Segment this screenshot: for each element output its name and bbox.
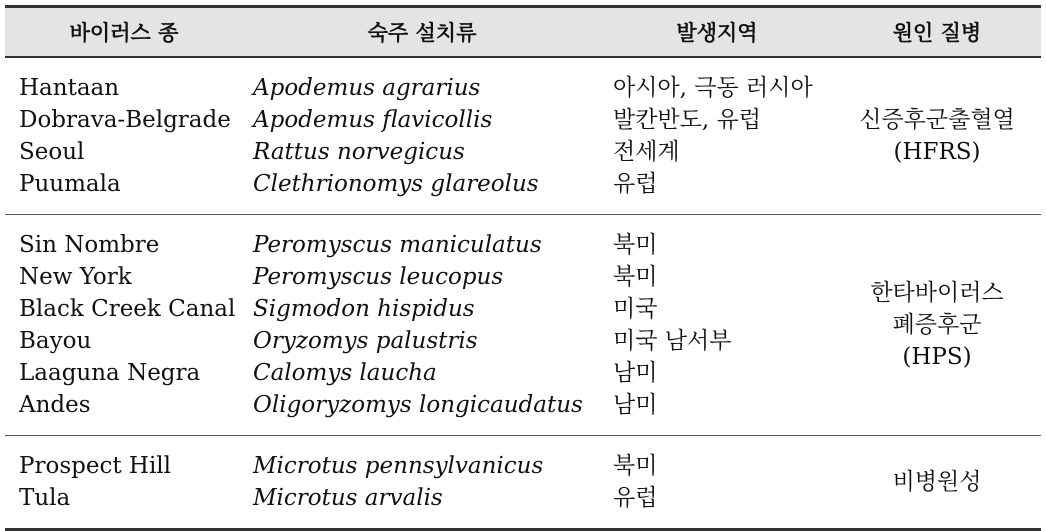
region-cell <box>601 57 833 215</box>
virus-name: Seoul <box>19 139 85 165</box>
header-region: 발생지역 <box>601 7 833 58</box>
disease-name: 비병원성 <box>892 469 982 495</box>
virus-name: Puumala <box>19 171 121 197</box>
disease-cell <box>833 57 1041 215</box>
disease-name: 폐증후군 <box>892 312 982 338</box>
host-name: Apodemus flavicollis <box>253 107 493 133</box>
header-virus-species: 바이러스 종 <box>5 7 243 58</box>
region-cell <box>601 215 833 436</box>
region-name: 아시아, 극동 러시아 <box>613 75 813 101</box>
disease-abbrev: (HFRS) <box>893 139 981 165</box>
header-host-rodent: 숙주 설치류 <box>243 7 601 58</box>
region-name: 유럽 <box>613 171 658 197</box>
host-name: Oryzomys palustris <box>253 328 478 354</box>
disease-abbrev: (HPS) <box>902 344 972 370</box>
host-cell <box>243 57 601 215</box>
host-name: Rattus norvegicus <box>253 139 465 165</box>
host-cell <box>243 215 601 436</box>
host-name: Microtus pennsylvanicus <box>253 453 544 479</box>
host-name: Microtus arvalis <box>253 485 443 511</box>
host-name: Clethrionomys glareolus <box>253 171 539 197</box>
region-name: 남미 <box>613 360 658 386</box>
virus-name: Sin Nombre <box>19 232 160 258</box>
virus-name: New York <box>19 264 132 290</box>
host-name: Peromyscus maniculatus <box>253 232 542 258</box>
virus-name: Dobrava-Belgrade <box>19 107 231 133</box>
host-cell <box>243 436 601 530</box>
virus-name: Andes <box>19 392 91 418</box>
virus-name: Hantaan <box>19 75 120 101</box>
region-name: 남미 <box>613 392 658 418</box>
region-name: 유럽 <box>613 485 658 511</box>
virus-cell <box>5 436 243 530</box>
region-name: 전세계 <box>613 139 680 165</box>
region-name: 북미 <box>613 264 658 290</box>
header-row <box>5 7 1041 58</box>
host-name: Peromyscus leucopus <box>253 264 504 290</box>
table-row <box>5 215 1041 436</box>
disease-name: 신증후군출혈열 <box>859 107 1015 133</box>
host-name: Oligoryzomys longicaudatus <box>253 392 583 418</box>
header-disease: 원인 질병 <box>833 7 1041 58</box>
virus-name: Prospect Hill <box>19 453 172 479</box>
host-name: Sigmodon hispidus <box>253 296 475 322</box>
disease-cell <box>833 436 1041 530</box>
virus-name: Tula <box>19 485 71 511</box>
region-name: 발칸반도, 유럽 <box>613 107 761 133</box>
virus-cell <box>5 57 243 215</box>
virus-name: Laaguna Negra <box>19 360 201 386</box>
table-row <box>5 57 1041 215</box>
table-row <box>5 436 1041 530</box>
virus-cell <box>5 215 243 436</box>
region-name: 북미 <box>613 453 658 479</box>
disease-cell <box>833 215 1041 436</box>
region-name: 미국 <box>613 296 658 322</box>
virus-name: Black Creek Canal <box>19 296 236 322</box>
disease-name: 한타바이러스 <box>870 280 1004 306</box>
table-header <box>5 7 1041 58</box>
table-body <box>5 57 1041 530</box>
hantavirus-table <box>5 5 1041 531</box>
region-name: 북미 <box>613 232 658 258</box>
region-name: 미국 남서부 <box>613 328 732 354</box>
virus-name: Bayou <box>19 328 92 354</box>
host-name: Calomys laucha <box>253 360 437 386</box>
host-name: Apodemus agrarius <box>253 75 481 101</box>
region-cell <box>601 436 833 530</box>
